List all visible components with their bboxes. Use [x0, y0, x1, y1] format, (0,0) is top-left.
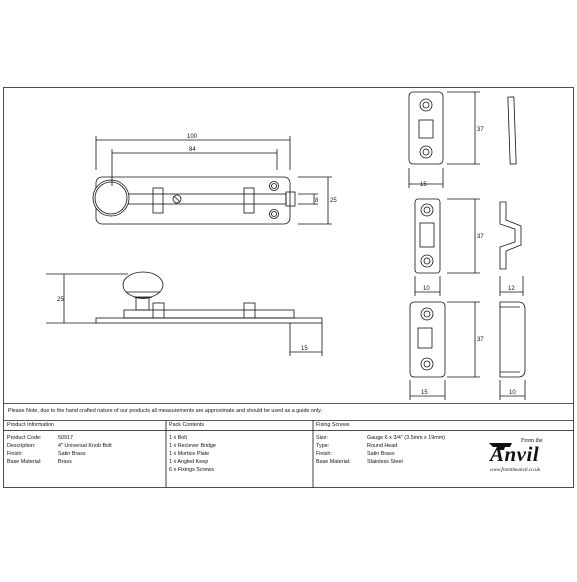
- dim-angled-depth: 12: [508, 286, 515, 292]
- product-code-row: Product Code: 50917: [7, 435, 73, 441]
- pack-item: 6 x Fixings Screws: [169, 467, 214, 473]
- dim-plate-height: 25: [330, 198, 337, 204]
- bolt-front-view: [93, 177, 295, 224]
- dim-receiver-height: 37: [477, 127, 484, 133]
- pack-item: 1 x Angled Keep: [169, 459, 209, 465]
- bolt-side-view: [96, 272, 322, 323]
- product-information-heading: Product Information: [7, 422, 55, 428]
- description-row: Description: 4" Universal Knob Bolt: [7, 443, 112, 449]
- mortice-dimension-lines: [415, 199, 523, 296]
- pack-item: 1 x Mortice Plate: [169, 451, 210, 457]
- pack-contents-heading: Pack Contents: [169, 422, 205, 428]
- logo-url: www.fromtheanvil.co.uk: [490, 467, 540, 473]
- screw-base-material-row: Base Material: Stainless Steel: [316, 459, 403, 465]
- dim-keep-width: 15: [421, 390, 428, 396]
- dim-side-projection: 15: [301, 346, 308, 352]
- fixing-screws-heading: Fixing Screws: [316, 422, 350, 428]
- product-information-column: [4, 421, 166, 487]
- receiver-dimension-lines: [409, 92, 480, 188]
- dim-mortice-height: 37: [477, 234, 484, 240]
- pack-contents-column: [166, 421, 313, 487]
- logo-tagline: From the: [521, 438, 543, 444]
- screw-size-row: Size: Gauge 6 x 3/4" (3.5mm x 19mm): [316, 435, 446, 441]
- screw-finish-row: Finish: Satin Brass: [316, 451, 395, 457]
- finish-row: Finish: Satin Brass: [7, 451, 86, 457]
- mortice-plate-view: [415, 199, 521, 273]
- anvil-logo: [488, 436, 570, 476]
- dim-receiver-width: 15: [420, 182, 427, 188]
- front-dimension-lines: [96, 136, 332, 224]
- base-material-row: Base Material: Brass: [7, 459, 72, 465]
- logo-brand: Anvil: [490, 442, 540, 466]
- pack-item: 1 x Bolt: [169, 435, 187, 441]
- dim-side-height: 25: [57, 297, 64, 303]
- dim-keep-height: 37: [477, 337, 484, 343]
- screw-type-row: Type: Round Head: [316, 443, 398, 449]
- dim-mortice-width: 10: [423, 286, 430, 292]
- dim-keep-depth: 10: [509, 390, 516, 396]
- dim-overall-length: 100: [187, 134, 198, 140]
- side-dimension-lines: [46, 274, 322, 356]
- keep-view: [410, 302, 525, 377]
- dim-bolt-height: 8: [315, 198, 319, 204]
- receiver-bridge-view: [409, 92, 516, 164]
- dim-bolt-length: 84: [189, 147, 196, 153]
- fixing-screws-column: [313, 421, 488, 487]
- pack-item: 1 x Reciever Bridge: [169, 443, 217, 449]
- measurement-note: Please Note, due to the hand crafted nature of our products all measurements are approximate and should be used as a guide only.: [8, 408, 322, 414]
